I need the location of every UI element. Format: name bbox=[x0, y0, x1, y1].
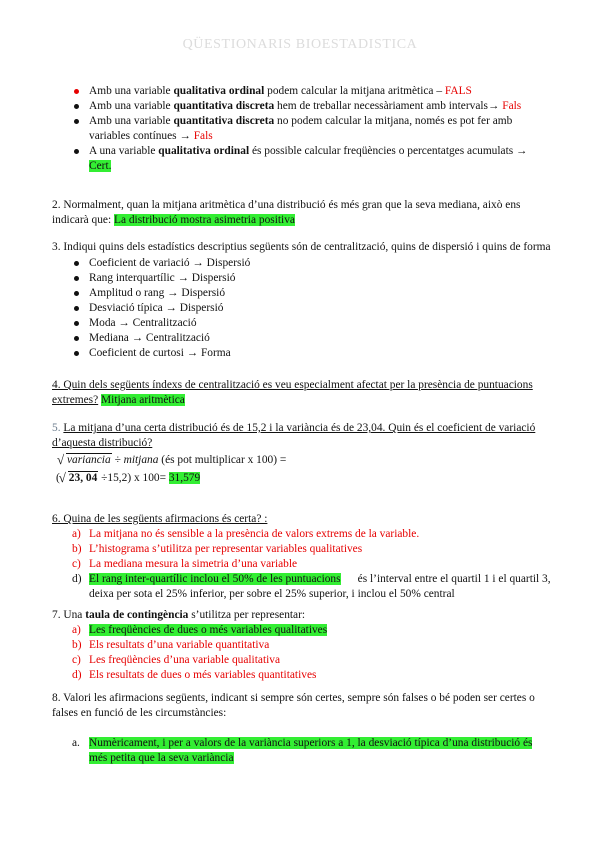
q8-items bbox=[52, 736, 552, 766]
q3-block bbox=[52, 240, 552, 361]
q1-list bbox=[52, 84, 552, 174]
q5-question: 5. La mitjana d’una certa distribució és de 15,2 i la variància és de 23,04. Quin és el coeficient de variació d’aquesta distribució? bbox=[52, 422, 536, 449]
q1-item: A una variable qualitativa ordinal és possible calcular freqüències o percentatges acumulats → Cert. bbox=[52, 144, 552, 174]
q5-formula: √ variancia ÷ mitjana (és pot multiplicar x 100) = bbox=[52, 453, 552, 468]
q4-answer: Mitjana aritmètica bbox=[101, 394, 185, 406]
q7-question: 7. Una taula de contingència s’utilitza per representar: bbox=[52, 609, 306, 621]
q3-item: Rang interquartílic → Dispersió bbox=[52, 271, 552, 286]
q7-block bbox=[52, 608, 552, 683]
q7-option: d) Els resultats de dues o més variables quantitatives bbox=[72, 669, 317, 681]
sqrt-symbol: √ 23, 04 bbox=[60, 471, 98, 486]
q4-question: 4. Quin dels següents índexs de centralització es veu especialment afectat per la presència de puntuacions extremes? bbox=[52, 379, 533, 406]
q1-item: Amb una variable qualitativa ordinal podem calcular la mitjana aritmètica – FALS bbox=[52, 84, 552, 99]
q7-options bbox=[52, 623, 552, 683]
q8-question: 8. Valori les afirmacions següents, indicant si sempre són certes, sempre són falses o bé poden ser certes o falses en funció de les circumstàncies: bbox=[52, 692, 535, 719]
q4-block bbox=[52, 378, 552, 408]
q7-option: c) Les freqüències d’una variable qualitativa bbox=[72, 654, 281, 666]
q6-block bbox=[52, 512, 552, 602]
q2-question: 2. Normalment, quan la mitjana aritmètica d’una distribució és més gran que la seva mediana, això ens indicarà que: bbox=[52, 199, 521, 226]
q6-option: c) La mediana mesura la simetria d’una variable bbox=[72, 558, 298, 570]
q6-options bbox=[52, 527, 552, 602]
q6-explanation: és l’interval entre el quartil 1 i el quartil 3, deixa per sota el 25% inferior, per sobre el 25% superior, i inclou el 50% central bbox=[89, 573, 551, 600]
q7-option-correct: a) Les freqüències de dues o més variables qualitatives bbox=[72, 624, 328, 636]
q6-option-correct: d) El rang inter-quartílic inclou el 50% de les puntuacions és l’interval entre el quartil 1 i el quartil 3, deixa per sota el 25% inferior, per sobre el 25% superior, i inclou el 50% central bbox=[72, 573, 551, 600]
q5-block bbox=[52, 421, 552, 486]
q1-item: Amb una variable quantitativa discreta no podem calcular la mitjana, només es pot fer amb variables contínues → Fals bbox=[52, 114, 552, 144]
q6-question: 6. Quina de les següents afirmacions és certa? : bbox=[52, 513, 268, 525]
q1-block bbox=[52, 84, 552, 174]
q3-question: 3. Indiqui quins dels estadístics descriptius següents són de centralització, quins de dispersió i quins de forma bbox=[52, 241, 551, 253]
sqrt-symbol: √ variancia bbox=[58, 453, 112, 468]
q7-option: b) Els resultats d’una variable quantitativa bbox=[72, 639, 270, 651]
q3-item: Desviació típica → Dispersió bbox=[52, 301, 552, 316]
q2-block bbox=[52, 198, 552, 228]
q3-item: Mediana → Centralització bbox=[52, 331, 552, 346]
q5-calculation: (√ 23, 04 ÷15,2) x 100= 31,579 bbox=[52, 471, 552, 486]
q8-item: a. Numèricament, i per a valors de la variància superiors a 1, la desviació típica d’una distribució és més petita que la seva variància bbox=[72, 737, 533, 764]
q3-item: Moda → Centralització bbox=[52, 316, 552, 331]
q3-item: Coeficient de curtosi → Forma bbox=[52, 346, 552, 361]
q5-answer: 31,579 bbox=[168, 472, 201, 484]
document-title: QÜESTIONARIS BIOESTADISTICA bbox=[182, 37, 418, 52]
q8-block bbox=[52, 691, 552, 766]
q3-item: Amplitud o rang → Dispersió bbox=[52, 286, 552, 301]
q6-option: a) La mitjana no és sensible a la presència de valors extrems de la variable. bbox=[72, 528, 420, 540]
q3-list bbox=[52, 256, 552, 361]
q1-item: Amb una variable quantitativa discreta hem de treballar necessàriament amb intervals→ Fals bbox=[52, 99, 552, 114]
q6-option: b) L’histograma s’utilitza per representar variables qualitatives bbox=[72, 543, 363, 555]
q2-answer: La distribució mostra asimetria positiva bbox=[114, 214, 295, 226]
q3-item: Coeficient de variació → Dispersió bbox=[52, 256, 552, 271]
